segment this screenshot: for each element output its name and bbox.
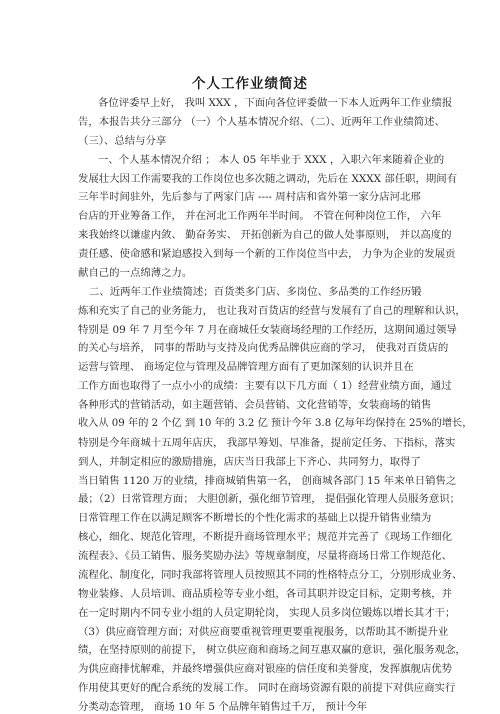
body-line-7: 台店的开业筹备工作， 并在河北工作两年半时间。 不管在何种岗位工作， 六年 xyxy=(78,210,442,223)
body-line-1: 各位评委早上好， 我叫 XXX ，下面向各位评委做一下本人近两年工作业绩报 xyxy=(98,97,453,109)
body-line-6: 三年半时间驻外，先后参与了两家门店 ---- 周村店和省外第一家分店河北邢 xyxy=(78,191,421,204)
body-line-17: 各种形式的营销活动，如主题营销、会员营销、文化营销等，女装商场的销售 xyxy=(78,399,432,411)
body-line-5: 发展壮大因工作需要我的工作岗位也多次随之调动，先后在 XXXX 部任职，期间有 xyxy=(78,172,458,185)
body-line-24: 核心，细化、规范化管理，不断提升商场管理水平；规范并完善了《现场工作细化 xyxy=(78,531,453,544)
body-line-14: 的关心与培养， 同事的帮助与支持及向优秀品牌供应商的学习， 使我对百货店的 xyxy=(78,342,449,355)
body-line-10: 献自己的一点绵薄之力。 xyxy=(78,266,193,279)
body-line-2: 告，本报告共分三部分 （一）个人基本情况介绍、（二）、近两年工作业绩简述、 xyxy=(78,115,445,128)
body-line-9: 责任感、使命感和紧迫感投入到每一个新的工作岗位当中去， 力争为企业的发展贡 xyxy=(78,248,456,260)
body-line-26: 流程化、制度化，同时我部将管理人员按照其不同的性格特点分工，分别形成业务、 xyxy=(78,568,463,581)
document-title: 个人工作业绩简述 xyxy=(192,76,308,92)
body-line-12: 炼和充实了自己的业务能力， 也让我对百货店的经营与发展有了自己的理解和认识， xyxy=(78,304,466,317)
body-line-28: 在一定时期内不同专业小组的人员定期轮岗， 实现人员多岗位锻炼以增长其才干； xyxy=(78,606,456,619)
body-line-13: 特别是 09 年 7 月至今年 7 月在商城任女装商场经理的工作经历，这期间通过领导 xyxy=(78,323,457,336)
body-line-27: 物业装修、人员培训、商品质检等专业小组，各司其职并设定目标，定期考核，并 xyxy=(78,587,453,600)
body-line-8: 来我始终以谦虚内敛、 勤奋务实、 开拓创新为自己的做人处事原则， 并以高度的 xyxy=(78,229,452,242)
body-line-21: 当日销售 1120 万的业绩，排商城销售第一名， 创商城各部门 15 年来单日销售之 xyxy=(78,474,457,487)
body-line-33: 分类动态管理， 商场 10 年 5 个品牌年销售过千万， 预计今年 xyxy=(78,701,368,713)
body-line-15: 运营与管理、 商场定位与管理及品牌管理方面有了更加深刻的认识并且在 xyxy=(78,361,414,374)
body-line-4: 一、个人基本情况介绍 ； 本人 05 年毕业于 XXX ，入职六年来随着企业的 xyxy=(98,153,445,166)
body-line-30: 绩，在坚持原则的前提下， 树立供应商和商场之间互惠双赢的意识，强化服务观念， xyxy=(78,644,466,657)
body-line-31: 为供应商排忧解难，并最终增强供应商对银座的信任度和美誉度，发挥旗舰店优势 xyxy=(78,663,453,676)
body-line-32: 作用使其更好的配合系统的发展工作。 同时在商场资源有限的前提下对供应商实行 xyxy=(78,682,456,695)
body-line-29: （3）供应商管理方面；对供应商要重视管理更要重视服务，以帮助其不断提升业 xyxy=(78,625,449,638)
body-line-18: 收入从 09 年的 2 个亿 到 10 年的 3.2 亿 预计今年 3.8 亿每年均保持在 25%的增长， xyxy=(78,417,473,429)
body-line-11: 二、近两年工作业绩简述；百货类多门店、多岗位、多品类的工作经历锻 xyxy=(89,285,422,298)
body-line-22: 最；（2）日常管理方面； 大胆创新，强化细节管理， 提倡强化管理人员服务意识； xyxy=(78,493,461,506)
body-line-20: 到人，并制定相应的激励措施，店庆当日我部上下齐心、共同努力，取得了 xyxy=(78,455,421,468)
body-line-19: 特别是今年商城十五周年店庆， 我部早筹划、早准备，提前定任务、下指标，落实 xyxy=(78,436,456,449)
body-line-23: 日常管理工作在以满足顾客不断增长的个性化需求的基础上以提升销售业绩为 xyxy=(78,512,432,525)
body-line-16: 工作方面也取得了一点小小的成绩：主要有以下几方面（ 1）经营业绩方面，通过 xyxy=(78,380,452,393)
body-line-3: （三）、总结与分享 xyxy=(78,134,167,147)
body-line-25: 流程表》、《员工销售、服务奖励办法》等规章制度，尽量将商场日常工作规范化、 xyxy=(78,550,453,562)
